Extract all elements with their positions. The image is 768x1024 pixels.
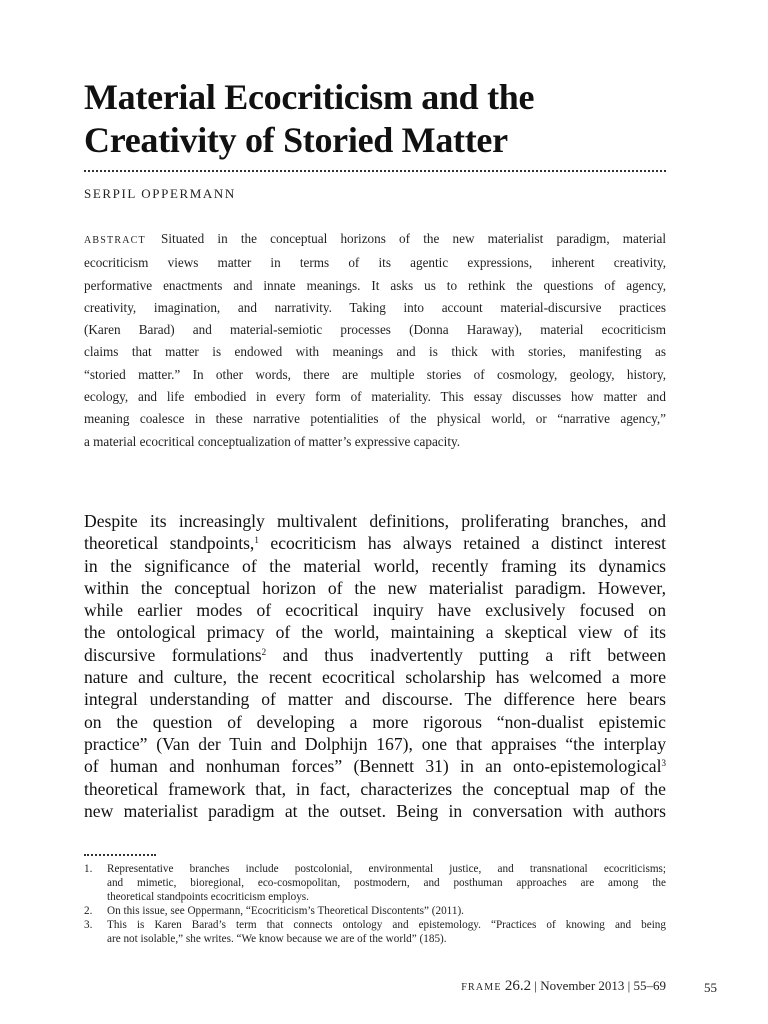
- footnote-text: Representative branches include postcolonial, environmental justice, and transnational ecocriticisms; and mimetic, bioregional, eco-cosmopolitan, postmodern, and posthuman approaches are among the theoretical standpoints ecocriticism employs.: [107, 863, 666, 904]
- body-line: within the conceptual horizon of the new materialist paradigm. However,: [84, 577, 666, 598]
- article-page: [84, 0, 666, 1024]
- author-name: SERPIL OPPERMANN: [84, 186, 236, 201]
- abstract-label: ABSTRACT: [84, 235, 146, 246]
- footnotes: [84, 862, 666, 947]
- footnote-1: [84, 862, 666, 904]
- abstract-line: meaning coalesce in these narrative potentialities of the physical world, or “narrative agency,”: [84, 411, 666, 427]
- title-line: Creativity of Storied Matter: [84, 120, 508, 160]
- footnote-number: 1.: [84, 863, 93, 875]
- footnote-ref[interactable]: 1: [254, 535, 259, 546]
- body-line: in the significance of the material world, recently framing its dynamics: [84, 555, 666, 576]
- journal-volume: 26.2: [504, 978, 532, 994]
- body-line: nature and culture, the recent ecocritical scholarship has welcomed a more: [84, 667, 666, 688]
- footnote-number: 3.: [84, 919, 93, 932]
- abstract-line: ecology, and life embodied in every form of materiality. This essay discusses how matter and: [84, 389, 666, 405]
- footnote-3: [84, 918, 666, 946]
- title-line: Material Ecocriticism and the: [84, 77, 535, 117]
- body-line: practice” (Van der Tuin and Dolphijn 167), one that appraises “the interplay: [84, 733, 666, 754]
- abstract-line: (Karen Barad) and material-semiotic processes (Donna Haraway), material ecocriticism: [84, 322, 666, 338]
- running-footer: [461, 978, 666, 995]
- footnote-number: 2.: [84, 905, 93, 918]
- body-line: of human and nonhuman forces” (Bennett 31) in an onto-epistemological$^3$: [84, 756, 666, 777]
- issue-info: | November 2013 | 55–69: [531, 978, 666, 993]
- body-line: the ontological primacy of the world, maintaining a skeptical view of its: [84, 622, 666, 643]
- body-paragraph: [84, 510, 666, 822]
- abstract: [84, 228, 666, 453]
- article-title: [84, 76, 666, 162]
- page-number: 55: [704, 980, 717, 995]
- body-line: while earlier modes of ecocritical inquiry have exclusively focused on: [84, 600, 666, 621]
- footnote-ref[interactable]: 2: [261, 646, 267, 657]
- footnote-divider: [84, 854, 156, 856]
- body-line: integral understanding of matter and discourse. The difference here bears: [84, 689, 666, 710]
- body-line: discursive formulations$^2$ and thus inadvertently putting a rift between: [84, 644, 666, 665]
- abstract-line: a material ecocritical conceptualization of matter’s expressive capacity.: [84, 433, 461, 449]
- body-line: theoretical standpoints,$^1$ ecocriticism has always retained a distinct interest: [84, 533, 666, 554]
- footnote-text: This is Karen Barad’s term that connects ontology and epistemology. “Practices of knowing and being are not isolable,” she writes. “We know because we are of the world” (185).: [107, 919, 666, 946]
- body-line: theoretical framework that, in fact, characterizes the conceptual map of the: [84, 778, 666, 799]
- body-line: new materialist paradigm at the outset. Being in conversation with authors: [84, 800, 666, 821]
- abstract-line: claims that matter is endowed with meanings and is thick with stories, manifesting as: [84, 344, 666, 360]
- abstract-line: ecocriticism views matter in terms of its agentic expressions, inherent creativity,: [84, 255, 666, 271]
- body-line: Despite its increasingly multivalent definitions, proliferating branches, and: [84, 511, 666, 531]
- abstract-line: creativity, imagination, and narrativity. Taking into account material-discursive practices: [84, 299, 666, 315]
- abstract-line: “storied matter.” In other words, there are multiple stories of cosmology, geology, history,: [84, 366, 666, 382]
- footnote-ref[interactable]: 3: [661, 758, 666, 769]
- abstract-line: ABSTRACT Situated in the conceptual horizons of the new materialist paradigm, material: [84, 231, 666, 246]
- title-divider: [84, 170, 666, 172]
- footnote-text: On this issue, see Oppermann, “Ecocriticism’s Theoretical Discontents” (2011).: [107, 905, 464, 918]
- abstract-line: performative enactments and innate meanings. It asks us to rethink the questions of agency,: [84, 277, 666, 293]
- body-line: on the question of developing a more rigorous “non-dualist epistemic: [84, 711, 666, 732]
- journal-name: FRAME: [461, 982, 502, 993]
- footnote-2: [84, 904, 666, 918]
